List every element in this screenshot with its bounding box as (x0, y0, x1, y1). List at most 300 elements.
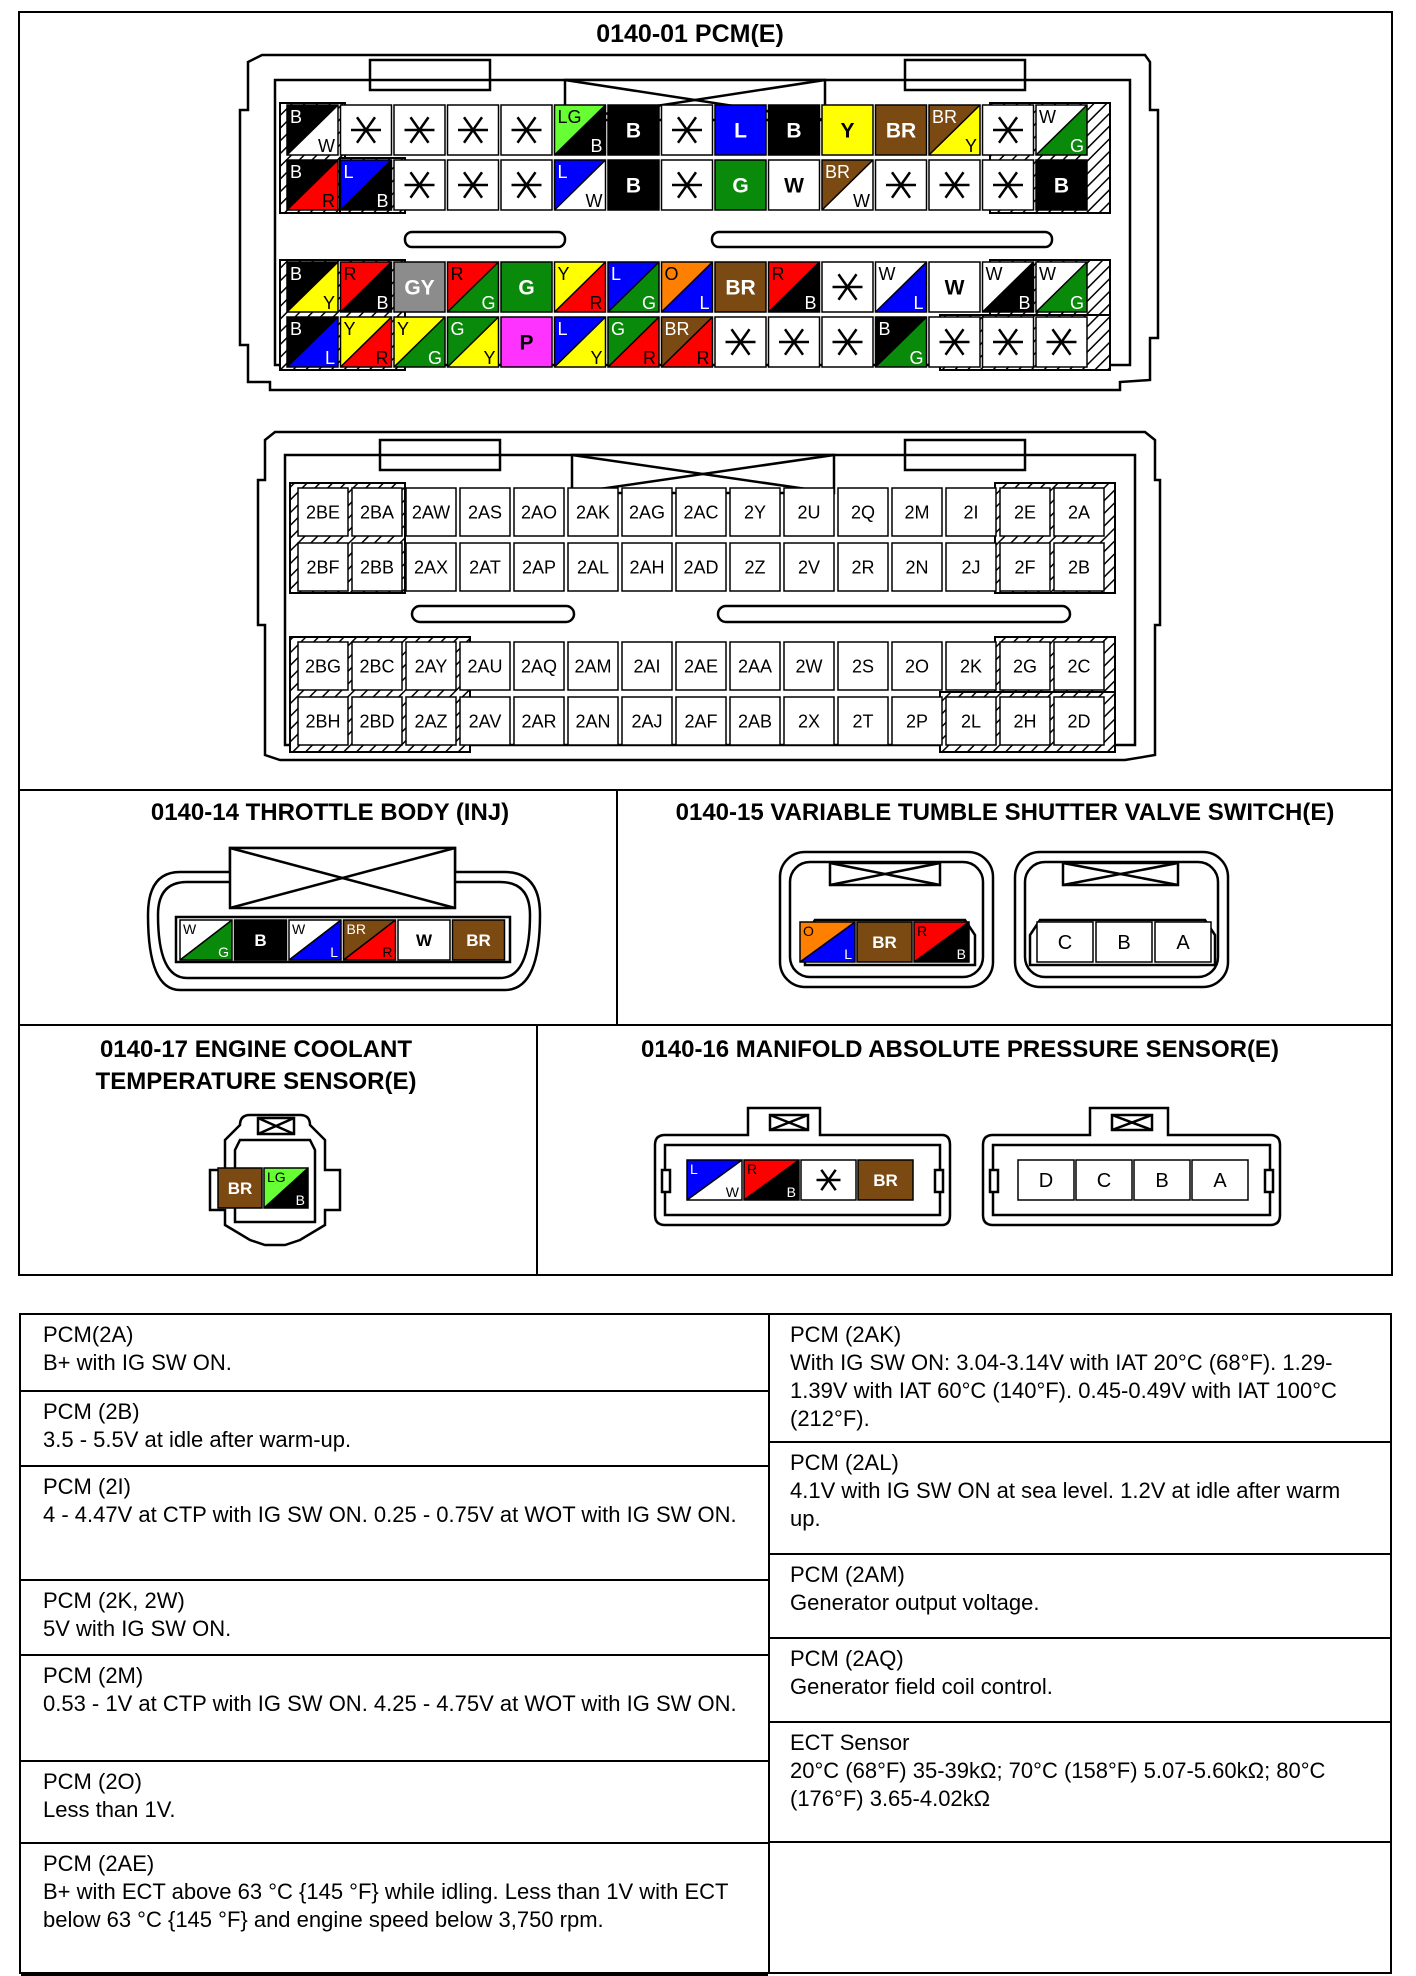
tumble-pin (914, 922, 969, 962)
terminal-label: 2AP (521, 557, 557, 578)
pcm-terminal-2an (568, 697, 618, 745)
note-body: B+ with ECT above 63 °C {145 °F} while idling. Less than 1V with ECT below 63 °C {145 °F} and engine speed below 3,750 rpm. (43, 1879, 729, 1932)
tumble-terminal-b (1096, 922, 1152, 962)
pcm-pin (662, 160, 713, 210)
pcm-terminal-2ag (622, 488, 672, 536)
wire-color-primary: B (878, 319, 891, 339)
pcm-terminal-2d (1054, 697, 1104, 745)
pcm-terminal-2k (946, 642, 996, 690)
pcm-terminal-2at (460, 543, 510, 591)
pcm-terminal-2bc (352, 642, 402, 690)
pcm-pin (822, 262, 873, 312)
wire-color-stripe: B (295, 1192, 305, 1208)
notes-right-column (768, 1315, 1390, 1972)
terminal-label: 2AR (521, 711, 557, 732)
pcm-pin (769, 105, 820, 155)
pcm-pin (608, 105, 659, 155)
wire-color-primary: W (1039, 107, 1056, 127)
terminal-label: 2AV (468, 711, 502, 732)
pcm-terminal-2af (676, 697, 726, 745)
terminal-label: 2Z (744, 557, 766, 578)
wire-color-stripe: W (853, 191, 870, 211)
pcm-pin (448, 160, 499, 210)
wire-color-primary: BR (825, 162, 851, 182)
throttle-pin (453, 920, 505, 960)
terminal-label: 2AA (737, 656, 773, 677)
terminal-label: 2AC (683, 502, 719, 523)
terminal-label: 2AD (683, 557, 719, 578)
terminal-label: 2K (959, 656, 983, 677)
pcm-pin (715, 317, 766, 367)
tumble-terminal-c (1037, 922, 1093, 962)
note-title: PCM(2A) (43, 1322, 134, 1347)
terminal-label: 2Y (743, 502, 767, 523)
wire-color-stripe: R (696, 348, 710, 368)
wire-color-label: G (732, 174, 749, 198)
note-body: B+ with IG SW ON. (43, 1350, 232, 1375)
pcm-terminal-2ae (676, 642, 726, 690)
wire-color-stripe: R (382, 944, 393, 960)
pcm-pin (341, 105, 392, 155)
terminal-label: 2Q (850, 502, 876, 523)
wire-color-stripe: W (725, 1184, 739, 1200)
pcm-terminal-2o (892, 642, 942, 690)
pcm-terminal-2r (838, 543, 888, 591)
wire-color-stripe: G (427, 348, 442, 368)
pcm-pin (929, 262, 980, 312)
pcm-pin (501, 262, 552, 312)
pcm-terminal-2j (946, 543, 996, 591)
note-body: 3.5 - 5.5V at idle after warm-up. (43, 1427, 352, 1452)
note-cell (768, 1315, 1390, 1443)
throttle-pin (344, 920, 396, 960)
wire-color-label: B (1053, 174, 1070, 198)
map-sensor-title: 0140-16 MANIFOLD ABSOLUTE PRESSURE SENSOR(E) (641, 1036, 1279, 1063)
wire-color-primary: R (747, 1161, 758, 1177)
pcm-pin (394, 317, 445, 368)
wire-color-stripe: Y (483, 348, 496, 368)
wire-color-label: L (734, 119, 747, 143)
throttle-pin (398, 920, 450, 960)
pcm-pin (448, 105, 499, 155)
wire-color-label: BR (885, 119, 917, 143)
wire-color-primary: G (611, 319, 626, 339)
note-body: 4 - 4.47V at CTP with IG SW ON. 0.25 - 0.75V at WOT with IG SW ON. (43, 1502, 737, 1527)
tumble-valve-title: 0140-15 VARIABLE TUMBLE SHUTTER VALVE SWITCH(E) (675, 799, 1335, 826)
pcm-pin (555, 160, 606, 211)
wire-color-primary: O (803, 923, 814, 939)
wire-color-primary: BR (932, 107, 958, 127)
note-title: PCM (2AL) (790, 1450, 899, 1475)
pcm-pin (1036, 317, 1087, 367)
pcm-terminal-2ap (514, 543, 564, 591)
pcm-pin (769, 317, 820, 367)
pcm-terminal-2aa (730, 642, 780, 690)
wire-color-label: BR (872, 933, 897, 953)
pcm-pin (501, 105, 552, 155)
wire-color-primary: B (290, 319, 303, 339)
pcm-terminal-2bd (352, 697, 402, 745)
note-title: PCM (2AK) (790, 1322, 902, 1347)
ect-pin (218, 1168, 262, 1208)
wire-color-primary: W (985, 264, 1003, 284)
pcm-pin (929, 160, 980, 210)
terminal-label: 2AY (414, 656, 448, 677)
pcm-pin (448, 317, 499, 368)
pcm-terminal-2i (946, 488, 996, 536)
pcm-pin (608, 317, 659, 368)
wire-color-primary: L (611, 264, 622, 284)
wire-color-stripe: B (1018, 293, 1031, 313)
terminal-label: 2AQ (520, 656, 558, 677)
terminal-label: 2AM (574, 656, 612, 677)
pcm-pin (555, 262, 606, 313)
note-cell (21, 1762, 768, 1844)
wire-color-stripe: G (909, 348, 924, 368)
terminal-label: 2BE (305, 502, 341, 523)
pcm-pin (394, 105, 445, 155)
wire-color-primary: B (290, 107, 303, 127)
terminal-label: 2BF (306, 557, 340, 578)
pcm-terminal-2y (730, 488, 780, 536)
pcm-terminal-pins (298, 488, 1104, 745)
wire-color-label: G (518, 276, 535, 300)
wire-color-stripe: Y (322, 293, 335, 313)
pcm-pin (983, 317, 1034, 367)
wire-color-stripe: R (322, 191, 335, 211)
pcm-pin (662, 105, 713, 155)
pcm-pin (662, 317, 713, 368)
note-body: 5V with IG SW ON. (43, 1616, 232, 1641)
tumble-wire-connector (780, 852, 993, 987)
note-title: ECT Sensor (790, 1730, 910, 1755)
pcm-terminal-2am (568, 642, 618, 690)
wire-color-primary: R (343, 264, 357, 284)
wire-color-primary: G (450, 319, 465, 339)
wire-color-label: B (786, 119, 802, 143)
pcm-wire-pins (287, 105, 1087, 368)
terminal-label: 2AU (467, 656, 503, 677)
terminal-label: 2BA (359, 502, 395, 523)
terminal-label: 2B (1067, 557, 1091, 578)
terminal-label: 2AW (411, 502, 451, 523)
terminal-label: C (1096, 1170, 1112, 1193)
wire-color-primary: LG (557, 107, 582, 127)
wire-color-stripe: L (913, 293, 924, 313)
pcm-terminal-2bh (298, 697, 348, 745)
pcm-pin (929, 105, 980, 156)
pcm-terminal-2ac (676, 488, 726, 536)
terminal-label: B (1155, 1170, 1169, 1193)
wire-color-primary: LG (267, 1169, 286, 1185)
throttle-pin (180, 920, 232, 960)
pcm-pin (287, 160, 338, 211)
pcm-terminal-2au (460, 642, 510, 690)
wire-color-primary: W (292, 921, 306, 937)
wire-color-stripe: R (375, 348, 389, 368)
pcm-terminal-2ay (406, 642, 456, 690)
tumble-terminal-a (1155, 922, 1211, 962)
pcm-pin (876, 317, 927, 368)
pcm-pin (822, 105, 873, 155)
map-terminal-d (1018, 1160, 1074, 1200)
terminal-label: C (1057, 932, 1073, 955)
pcm-terminal-2t (838, 697, 888, 745)
terminal-label: 2BB (359, 557, 395, 578)
pcm-pin (822, 160, 873, 211)
note-cell (21, 1315, 768, 1392)
pcm-pin (555, 105, 606, 156)
wire-color-label: BR (873, 1171, 898, 1191)
wire-color-label: B (254, 931, 267, 951)
pcm-pin (394, 160, 445, 210)
terminal-label: 2AH (629, 557, 665, 578)
pcm-pin (715, 105, 766, 155)
terminal-label: A (1213, 1170, 1227, 1193)
tumble-wire-pins (800, 922, 969, 962)
pcm-terminal-2n (892, 543, 942, 591)
pcm-terminal-2b (1054, 543, 1104, 591)
note-cell (21, 1656, 768, 1762)
note-cell (768, 1555, 1390, 1639)
wire-color-label: W (415, 931, 433, 951)
terminal-label: 2J (961, 557, 981, 578)
note-cell (21, 1467, 768, 1581)
pcm-terminal-2aj (622, 697, 672, 745)
terminal-label: 2R (851, 557, 875, 578)
tumble-terminal-pins (1037, 922, 1211, 962)
wire-color-primary: B (290, 162, 303, 182)
wire-color-primary: BR (346, 921, 366, 937)
pcm-terminal-2q (838, 488, 888, 536)
pcm-terminal-2al (568, 543, 618, 591)
pcm-terminal-2ah (622, 543, 672, 591)
terminal-label: 2I (963, 502, 979, 523)
tumble-pin (857, 922, 912, 962)
terminal-label: 2T (852, 711, 874, 732)
note-title: PCM (2K, 2W) (43, 1588, 185, 1613)
wire-color-primary: Y (397, 319, 410, 339)
terminal-label: 2AJ (631, 711, 663, 732)
wire-color-stripe: R (589, 293, 603, 313)
terminal-label: 2BC (359, 656, 395, 677)
pcm-terminal-2x (784, 697, 834, 745)
note-body: 20°C (68°F) 35-39kΩ; 70°C (158°F) 5.07-5.60kΩ; 80°C (176°F) 3.65-4.02kΩ (790, 1758, 1326, 1811)
terminal-label: 2C (1067, 656, 1091, 677)
note-body: Generator field coil control. (790, 1674, 1053, 1699)
wire-color-primary: R (450, 264, 464, 284)
pcm-pin (1036, 105, 1087, 156)
wire-color-stripe: R (643, 348, 656, 368)
wire-color-primary: L (690, 1161, 698, 1177)
throttle-pin (235, 920, 287, 960)
terminal-label: 2A (1067, 502, 1091, 523)
note-title: PCM (2I) (43, 1474, 131, 1499)
terminal-label: 2L (960, 711, 982, 732)
ect-title-line1: 0140-17 ENGINE COOLANT (99, 1036, 413, 1063)
pcm-terminal-2av (460, 697, 510, 745)
tumble-terminal-connector (1015, 852, 1228, 987)
terminal-label: 2AL (576, 557, 610, 578)
terminal-label: 2E (1013, 502, 1037, 523)
wire-color-stripe: B (786, 1184, 796, 1200)
note-title: PCM (2AE) (43, 1851, 155, 1876)
wire-color-label: BR (227, 1179, 253, 1199)
ect-pins (218, 1168, 308, 1208)
wire-color-stripe: B (804, 293, 817, 313)
pcm-terminal-2az (406, 697, 456, 745)
wire-color-stripe: W (585, 191, 603, 211)
pcm-pin (555, 317, 606, 368)
pcm-pin (983, 262, 1034, 313)
tumble-pin (800, 922, 855, 962)
pcm-terminal-2ab (730, 697, 780, 745)
pcm-pin (983, 105, 1034, 155)
terminal-label: 2AB (737, 711, 773, 732)
map-wire-pins (687, 1160, 913, 1200)
terminal-label: 2U (797, 502, 821, 523)
map-pin (858, 1160, 913, 1200)
pcm-terminal-2bf (298, 543, 348, 591)
pcm-pin (715, 262, 766, 312)
wire-color-stripe: G (1069, 293, 1084, 313)
note-title: PCM (2B) (43, 1399, 140, 1424)
pcm-pin (1036, 160, 1087, 210)
ect-title-line2: TEMPERATURE SENSOR(E) (95, 1068, 417, 1095)
wire-color-primary: Y (343, 319, 356, 339)
terminal-label: 2AI (633, 656, 661, 677)
map-terminal-c (1076, 1160, 1132, 1200)
pcm-terminal-2f (1000, 543, 1050, 591)
pcm-terminal-2h (1000, 697, 1050, 745)
pcm-terminal-2aw (406, 488, 456, 536)
wire-color-primary: W (1039, 264, 1056, 284)
pcm-pin (715, 160, 766, 210)
pcm-pin (287, 262, 338, 313)
pcm-terminal-2ax (406, 543, 456, 591)
terminal-label: 2AT (469, 557, 501, 578)
pcm-pin (822, 317, 873, 367)
pcm-pin (341, 262, 392, 313)
wire-color-primary: W (183, 921, 197, 937)
note-title: PCM (2M) (43, 1663, 144, 1688)
pcm-pin (1036, 262, 1087, 313)
wire-color-stripe: W (318, 136, 335, 156)
wire-color-stripe: L (330, 944, 338, 960)
wire-color-primary: O (664, 264, 679, 284)
terminal-label: 2AF (684, 711, 718, 732)
terminal-label: 2D (1067, 711, 1091, 732)
pcm-pin (341, 317, 392, 368)
map-terminal-a (1192, 1160, 1248, 1200)
note-cell (768, 1639, 1390, 1723)
notes-left-column (21, 1315, 770, 1972)
wire-color-primary: W (878, 264, 896, 284)
throttle-body-connector (148, 848, 540, 990)
pcm-pin (983, 160, 1034, 210)
pcm-pin (341, 160, 392, 211)
wire-color-label: B (625, 119, 642, 143)
pcm-pin (501, 317, 552, 367)
pcm-terminal-2ba (352, 488, 402, 536)
map-pin (801, 1160, 856, 1200)
wire-color-stripe: G (641, 293, 656, 313)
pcm-terminal-2z (730, 543, 780, 591)
pcm-terminal-2w (784, 642, 834, 690)
terminal-label: 2AZ (414, 711, 448, 732)
terminal-label: 2F (1014, 557, 1036, 578)
pcm-terminal-2ak (568, 488, 618, 536)
wire-color-label: W (944, 276, 965, 300)
pcm-terminal-2s (838, 642, 888, 690)
note-body: Generator output voltage. (790, 1590, 1040, 1615)
wire-color-stripe: G (1069, 136, 1084, 156)
terminal-label: 2O (904, 656, 930, 677)
pcm-pin (608, 262, 659, 313)
map-terminal-b (1134, 1160, 1190, 1200)
pcm-title: 0140-01 PCM(E) (596, 20, 784, 48)
pcm-terminal-2bb (352, 543, 402, 591)
terminal-label: B (1117, 932, 1131, 955)
pcm-terminal-2e (1000, 488, 1050, 536)
map-terminal-pins (1018, 1160, 1248, 1200)
terminal-label: 2AG (628, 502, 666, 523)
pcm-terminal-2ar (514, 697, 564, 745)
wire-color-label: BR (725, 276, 756, 300)
pcm-terminal-2ao (514, 488, 564, 536)
terminal-label: 2S (851, 656, 875, 677)
pcm-pin (608, 160, 659, 210)
terminal-label: 2X (797, 711, 821, 732)
wire-color-label: P (519, 331, 534, 355)
pcm-terminal-2ai (622, 642, 672, 690)
wire-color-label: GY (404, 276, 435, 300)
pcm-terminal-2p (892, 697, 942, 745)
wire-color-stripe: G (218, 944, 229, 960)
map-pin (744, 1160, 799, 1200)
pcm-pin (769, 262, 820, 313)
pcm-terminal-2be (298, 488, 348, 536)
note-title: PCM (2AM) (790, 1562, 905, 1587)
map-pin (687, 1160, 742, 1200)
terminal-label: D (1038, 1170, 1054, 1193)
wire-color-primary: L (557, 319, 568, 339)
pcm-terminal-2v (784, 543, 834, 591)
wire-color-label: W (784, 174, 804, 198)
wire-color-stripe: L (324, 348, 335, 368)
terminal-label: 2AX (413, 557, 449, 578)
wire-color-stripe: Y (590, 348, 603, 368)
terminal-label: 2AN (575, 711, 611, 732)
pcm-terminal-2aq (514, 642, 564, 690)
pcm-terminal-2ad (676, 543, 726, 591)
terminal-label: 2BG (304, 656, 342, 677)
note-body: 4.1V with IG SW ON at sea level. 1.2V at idle after warm up. (790, 1478, 1341, 1531)
pcm-pin (394, 262, 445, 312)
terminal-label: 2H (1013, 711, 1037, 732)
note-body: Less than 1V. (43, 1797, 176, 1822)
note-body: With IG SW ON: 3.04-3.14V with IAT 20°C (68°F). 1.29-1.39V with IAT 60°C (140°F). 0.45-0.49V with IAT 100°C (212°F). (790, 1350, 1337, 1431)
terminal-label: 2P (905, 711, 929, 732)
note-cell (21, 1581, 768, 1656)
terminal-label: 2W (795, 656, 823, 677)
pcm-terminal-2a (1054, 488, 1104, 536)
throttle-body-title: 0140-14 THROTTLE BODY (INJ) (150, 799, 510, 826)
pcm-terminal-2bg (298, 642, 348, 690)
wire-color-stripe: B (956, 946, 966, 962)
wire-color-label: Y (840, 119, 855, 143)
note-cell (768, 1443, 1390, 1555)
